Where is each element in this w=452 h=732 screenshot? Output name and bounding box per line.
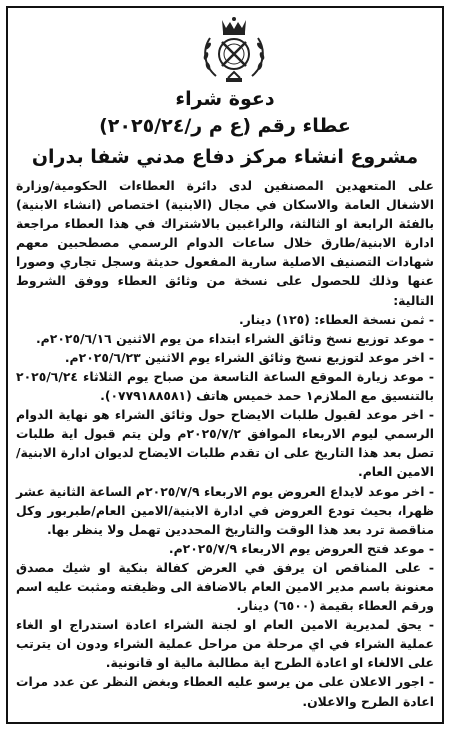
condition-clarifications: - اخر موعد لقبول طلبات الايضاح حول وثائق الشراء هو نهاية الدوام الرسمي ليوم الاربعاء الموافق ٢٠٢٥/٧/٢م ولن يتم قبول اية طلبات تصل بعد هذا التاريخ على ان تقدم طلبات الايضاح لديوان ادارة الابنية/الامين العام.	[16, 407, 435, 480]
announcement-frame	[6, 6, 444, 724]
condition-distribution-end: - اخر موعد لتوزيع نسخ وثائق الشراء يوم الاثنين ٢٠٢٥/٦/٢٣م.	[64, 349, 434, 365]
condition-bid-guarantee: - على المناقص ان يرفق في العرض كفالة بنكية او شيك مصدق معنونة باسم مدير الامين العام بالاضافة الى وظيفته ومثبت عليه اسم ورقم العطاء بقيمة (٦٥٠٠) دينار.	[16, 559, 434, 614]
page-title: دعوة شراء	[175, 88, 275, 110]
announcement-body	[16, 176, 434, 711]
condition-submission-deadline: - اخر موعد لايداع العروض يوم الاربعاء ٢٠٢٥/٧/٩م الساعة الثانية عشر ظهرا، بحيث تودع العروض في ادارة الابنية/الامين العام/طبربور وكل مناقصة ترد بعد هذا الوقت والتاريخ المحددين تهمل ولا ينظر بها.	[16, 483, 434, 537]
project-name: مشروع انشاء مركز دفاع مدني شفا بدران	[31, 146, 419, 168]
condition-site-visit: - موعد زيارة الموقع الساعة التاسعة من صباح يوم الثلاثاء ٢٠٢٥/٦/٢٤ بالتنسيق مع الملازم١ حمد خميس هاتف (٠٧٧٩١٨٨٥٨١).	[16, 368, 434, 404]
condition-advertising-fees: - اجور الاعلان على من يرسو عليه العطاء وبغض النظر عن عدد مرات اعادة الطرح والاعلان.	[16, 674, 434, 709]
condition-distribution-start: - موعد توزيع نسخ وثائق الشراء ابتداء من يوم الاثنين ٢٠٢٥/٦/١٦م.	[35, 330, 434, 346]
intro-paragraph: على المتعهدين المصنفين لدى دائرة العطاءات الحكومية/وزارة الاشغال العامة والاسكان في مجال (الابنية) اختصاص (انشاء الابنية) بالفئة الرابعة او الثالثة، والراغبين بالاشتراك في هذا العطاء مراجعة ادارة الابنية/طارق خلال ساعات الدوام الرسمي مصطحبين معهم شهادات التصنيف الاصلية سارية المفعول حديثة وسجل تجاري وصورا عنها وذلك للحصول على نسخة من وثائق العطاء ووفق الشروط التالية:	[16, 178, 434, 308]
tender-number: عطاء رقم (ع م ر/٢٠٢٥/٢٤)	[99, 115, 351, 137]
condition-cancellation-right: - يحق لمديرية الامين العام او لجنة الشراء اعادة استدراج او الغاء عملية الشراء في اي مرحلة من مراحل عملية الشراء ودون ان يترتب على الالغاء او اعادة الطرح اية مطالبة مالية او قانونية.	[16, 617, 434, 671]
condition-opening-date: - موعد فتح العروض يوم الاربعاء ٢٠٢٥/٧/٩م.	[168, 540, 434, 556]
jordan-armed-forces-crown-emblem-icon	[192, 16, 276, 86]
condition-price: - ثمن نسخة العطاء: (١٢٥) دينار.	[238, 311, 434, 327]
